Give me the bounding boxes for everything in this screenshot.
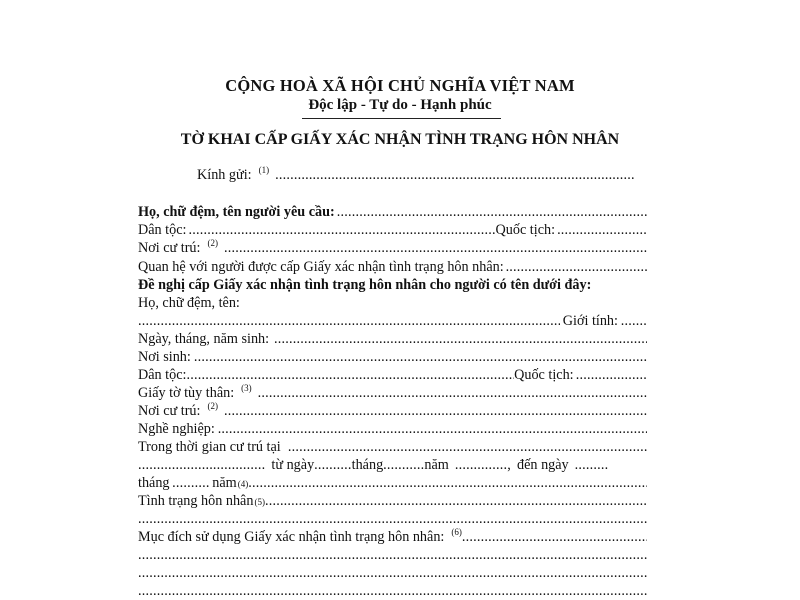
purpose-field[interactable] (462, 528, 647, 546)
residence-period-label: Trong thời gian cư trú tại (138, 439, 281, 455)
subject-ethnicity-field[interactable] (186, 366, 514, 384)
requester-name-label: Họ, chữ đệm, tên người yêu cầu: (138, 204, 335, 220)
birthdate-field[interactable] (274, 330, 647, 348)
birthplace-field[interactable] (194, 348, 647, 366)
residence-field[interactable] (224, 239, 647, 257)
residence-label: Nơi cư trú: (138, 240, 201, 256)
birthplace-line (138, 348, 647, 366)
note-2: (2) (207, 239, 218, 249)
subject-nationality-label: Quốc tịch: (514, 367, 574, 383)
id-document-line (138, 384, 647, 402)
birthdate-line (138, 330, 647, 348)
marital-status-field[interactable] (265, 492, 647, 510)
residence-period-place-field[interactable] (288, 438, 647, 456)
subject-name-line (138, 294, 647, 312)
birthplace-label: Nơi sinh: (138, 349, 191, 365)
relationship-line (138, 258, 647, 276)
note-2b: (2) (207, 402, 218, 412)
purpose-field-continued-1[interactable] (138, 546, 647, 564)
recipient-line (197, 166, 634, 184)
request-heading-line (138, 276, 647, 294)
from-year-label: năm (424, 457, 449, 473)
occupation-line (138, 420, 647, 438)
id-document-label: Giấy tờ tùy thân: (138, 385, 235, 401)
subject-nationality-field[interactable]: ................... (575, 367, 647, 383)
to-date-line: tháng .......... năm (4) ..... (138, 474, 647, 492)
residence-line (138, 239, 647, 257)
national-motto: Độc lập - Tự do - Hạnh phúc (308, 97, 492, 113)
to-month-label: tháng (138, 475, 170, 491)
marital-status-field-continued[interactable] (138, 510, 647, 528)
recipient-label: Kính gửi: (197, 167, 252, 183)
to-year-field[interactable] (248, 474, 647, 492)
purpose-continued-line-1 (138, 546, 647, 564)
ethnicity-nationality-line (138, 221, 647, 239)
marital-status-line: Tình trạng hôn nhân (5) ..... (138, 492, 647, 510)
gender-label: Giới tính: (562, 313, 618, 329)
from-year-field[interactable]: .............., (454, 457, 512, 473)
motto-underline (302, 118, 501, 119)
form-title: TỜ KHAI CẤP GIẤY XÁC NHẬN TÌNH TRẠNG HÔN NHÂN (180, 131, 620, 148)
to-day-label: đến ngày (517, 457, 569, 473)
birthdate-label: Ngày, tháng, năm sinh: (138, 331, 270, 347)
note-3: (3) (241, 384, 252, 394)
to-day-field[interactable]: ......... (574, 457, 609, 473)
subject-ethnicity-line (138, 366, 647, 384)
occupation-field[interactable] (218, 420, 647, 438)
to-month-field[interactable]: .......... (172, 475, 210, 491)
purpose-continued-line-2 (138, 564, 647, 582)
requester-name-line (138, 203, 647, 221)
period-place-continued-field[interactable]: .................................. (138, 457, 266, 473)
purpose-field-continued-2[interactable] (138, 564, 647, 582)
request-heading: Đề nghị cấp Giấy xác nhận tình trạng hôn nhân cho người có tên dưới đây: (138, 277, 592, 293)
from-day-field[interactable]: .......... (314, 457, 352, 473)
subject-name-gender-line (138, 312, 647, 330)
subject-ethnicity-label: Dân tộc: (138, 367, 187, 383)
occupation-label: Nghề nghiệp: (138, 421, 215, 437)
to-year-label: năm (212, 475, 237, 491)
from-month-label: tháng (351, 457, 384, 473)
residence-period-line (138, 438, 647, 456)
nationality-label: Quốc tịch: (495, 222, 556, 238)
subject-name-label: Họ, chữ đệm, tên: (138, 295, 240, 311)
purpose-continued-line-3 (138, 582, 647, 600)
subject-residence-line (138, 402, 647, 420)
marital-status-label: Tình trạng hôn nhân (138, 493, 254, 509)
subject-residence-field[interactable] (224, 402, 647, 420)
relationship-field[interactable] (506, 258, 647, 276)
ethnicity-label: Dân tộc: (138, 222, 187, 238)
purpose-field-continued-3[interactable] (138, 582, 647, 600)
requester-name-field[interactable] (337, 203, 647, 221)
recipient-field[interactable] (275, 166, 634, 184)
ethnicity-field[interactable] (189, 221, 496, 239)
purpose-line (138, 528, 647, 546)
marital-status-continued-line (138, 510, 647, 528)
note-1: (1) (258, 166, 270, 176)
subject-residence-label: Nơi cư trú: (138, 403, 201, 419)
subject-name-field[interactable] (138, 312, 560, 330)
nationality-field[interactable]: ........................ (557, 222, 647, 238)
date-range-line (138, 456, 628, 474)
relationship-label: Quan hệ với người được cấp Giấy xác nhận tình trạng hôn nhân: (138, 259, 504, 275)
note-6: (6) (451, 528, 462, 538)
gender-field[interactable]: ....... (620, 313, 647, 329)
national-title: CỘNG HOÀ XÃ HỘI CHỦ NGHĨA VIỆT NAM (225, 76, 575, 95)
from-month-field[interactable]: ........... (383, 457, 425, 473)
id-document-field[interactable] (258, 384, 647, 402)
from-day-label: từ ngày (271, 457, 315, 473)
purpose-label: Mục đích sử dụng Giấy xác nhận tình trạng hôn nhân: (138, 529, 445, 545)
